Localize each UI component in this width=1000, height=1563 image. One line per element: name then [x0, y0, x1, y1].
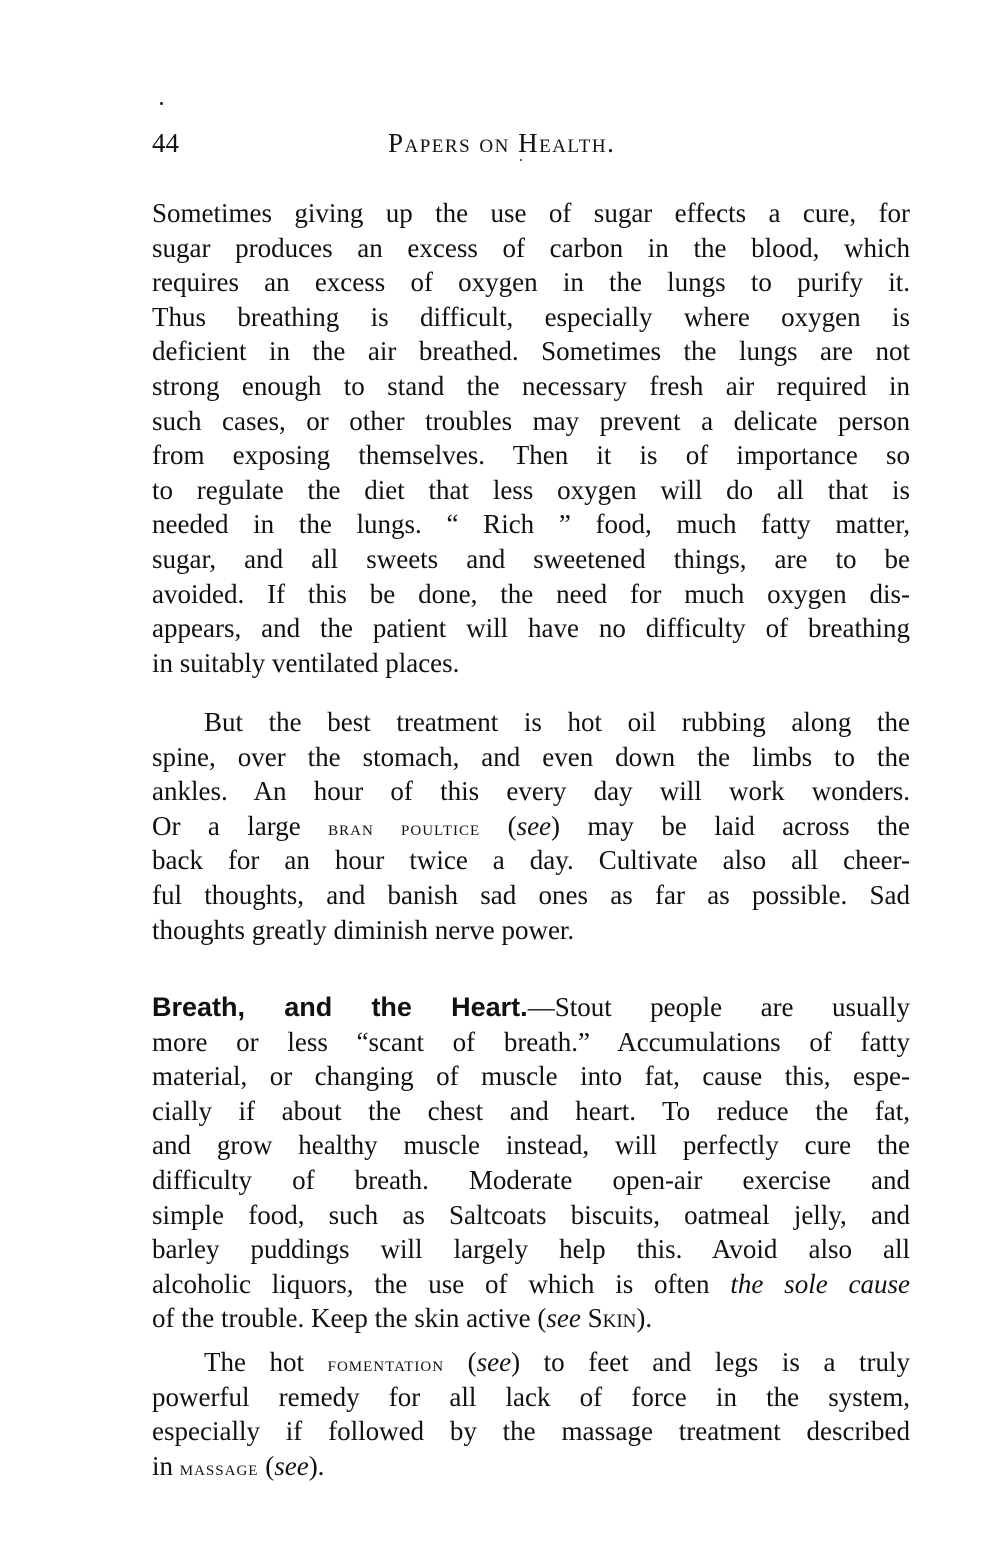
text-line: difficulty of breath. Moderate open-air exercise and [152, 1164, 910, 1195]
text-line: needed in the lungs. “ Rich ” food, much fatty matter, [152, 509, 910, 540]
text-run: ( [258, 1450, 275, 1481]
text-run: alcoholic liquors, the use of which is often [152, 1268, 731, 1299]
text-line: ful thoughts, and banish sad ones as far as possible. Sad [152, 879, 910, 910]
see-reference: see [516, 810, 552, 841]
text-line: from exposing themselves. Then it is of importance so [152, 440, 910, 471]
see-reference: see [274, 1450, 309, 1481]
running-header [152, 128, 910, 164]
text-line: Sometimes giving up the use of sugar effects a cure, for [152, 198, 910, 228]
text-run: in [152, 1450, 180, 1481]
text-line: thoughts greatly diminish nerve power. [152, 914, 575, 945]
text-line: avoided. If this be done, the need for much oxygen dis- [152, 578, 910, 609]
text-line: barley puddings will largely help this. Avoid also all [152, 1234, 910, 1265]
text-line: strong enough to stand the necessary fresh air required in [152, 370, 910, 401]
text-line: sugar, and all sweets and sweetened things, are to be [152, 543, 910, 574]
text-line: powerful remedy for all lack of force in the system, [152, 1381, 910, 1412]
cross-reference-bran-poultice: bran poultice [328, 814, 481, 840]
text-line: simple food, such as Saltcoats biscuits, oatmeal jelly, and [152, 1199, 910, 1230]
text-run: ) may be laid across the [551, 810, 910, 841]
text-line: such cases, or other troubles may prevent a delicate person [152, 405, 910, 436]
paragraph-oil-rubbing [152, 705, 910, 947]
emphasis-text: the sole cause [730, 1268, 910, 1299]
paragraph-sugar [152, 196, 910, 680]
text-line [152, 1301, 910, 1336]
see-reference: see [546, 1303, 581, 1334]
text-run: ). [308, 1450, 325, 1481]
text-line [152, 809, 910, 844]
text-line: deficient in the air breathed. Sometimes the lungs are not [152, 336, 910, 367]
text-run: ). [636, 1303, 653, 1334]
text-run: Or a large [152, 810, 329, 841]
text-line: sugar produces an excess of carbon in the blood, which [152, 232, 910, 263]
section-heading: Breath, and the Heart. [152, 992, 528, 1022]
text-line: more or less “scant of breath.” Accumulations of fatty [152, 1026, 910, 1057]
text-run: ( [444, 1347, 477, 1377]
text-line: especially if followed by the massage treatment described [152, 1416, 910, 1447]
paragraph-breath-heart [152, 990, 910, 1336]
text-run: ( [480, 810, 517, 841]
see-reference: see [476, 1347, 512, 1377]
text-line: appears, and the patient will have no difficulty of breathing [152, 613, 910, 644]
running-title: Papers on Health. [388, 128, 616, 158]
text-line: to regulate the diet that less oxygen will do all that is [152, 474, 910, 505]
text-line: ankles. An hour of this every day will work wonders. [152, 776, 910, 807]
text-line: spine, over the stomach, and even down the limbs to the [152, 741, 910, 772]
print-speck [160, 102, 163, 105]
page-number: 44 [152, 128, 179, 158]
text-line: material, or changing of muscle into fat, cause this, espe- [152, 1061, 910, 1092]
text-line: cially if about the chest and heart. To reduce the fat, [152, 1095, 910, 1126]
text-line [152, 1267, 910, 1302]
text-line [152, 990, 910, 1025]
text-line: and grow healthy muscle instead, will perfectly cure the [152, 1130, 910, 1161]
text-line [152, 1345, 910, 1380]
text-run: ) to feet and legs is a truly [511, 1347, 910, 1377]
cross-reference-fomentation: fomentation [327, 1351, 445, 1376]
text-line: back for an hour twice a day. Cultivate also all cheer- [152, 845, 910, 876]
text-line [152, 1449, 910, 1484]
paragraph-fomentation [152, 1345, 910, 1483]
text-run: —Stout people are usually [527, 992, 910, 1022]
text-line: requires an excess of oxygen in the lungs to purify it. [152, 267, 910, 298]
cross-reference-massage: massage [179, 1454, 259, 1480]
text-run: of the trouble. Keep the skin active ( [152, 1303, 547, 1334]
cross-reference-skin: Skin [587, 1303, 637, 1334]
text-run: The hot [204, 1347, 328, 1377]
text-line: But the best treatment is hot oil rubbing along the [204, 707, 910, 737]
text-line: Thus breathing is difficult, especially where oxygen is [152, 301, 910, 332]
text-line: in suitably ventilated places. [152, 647, 460, 678]
